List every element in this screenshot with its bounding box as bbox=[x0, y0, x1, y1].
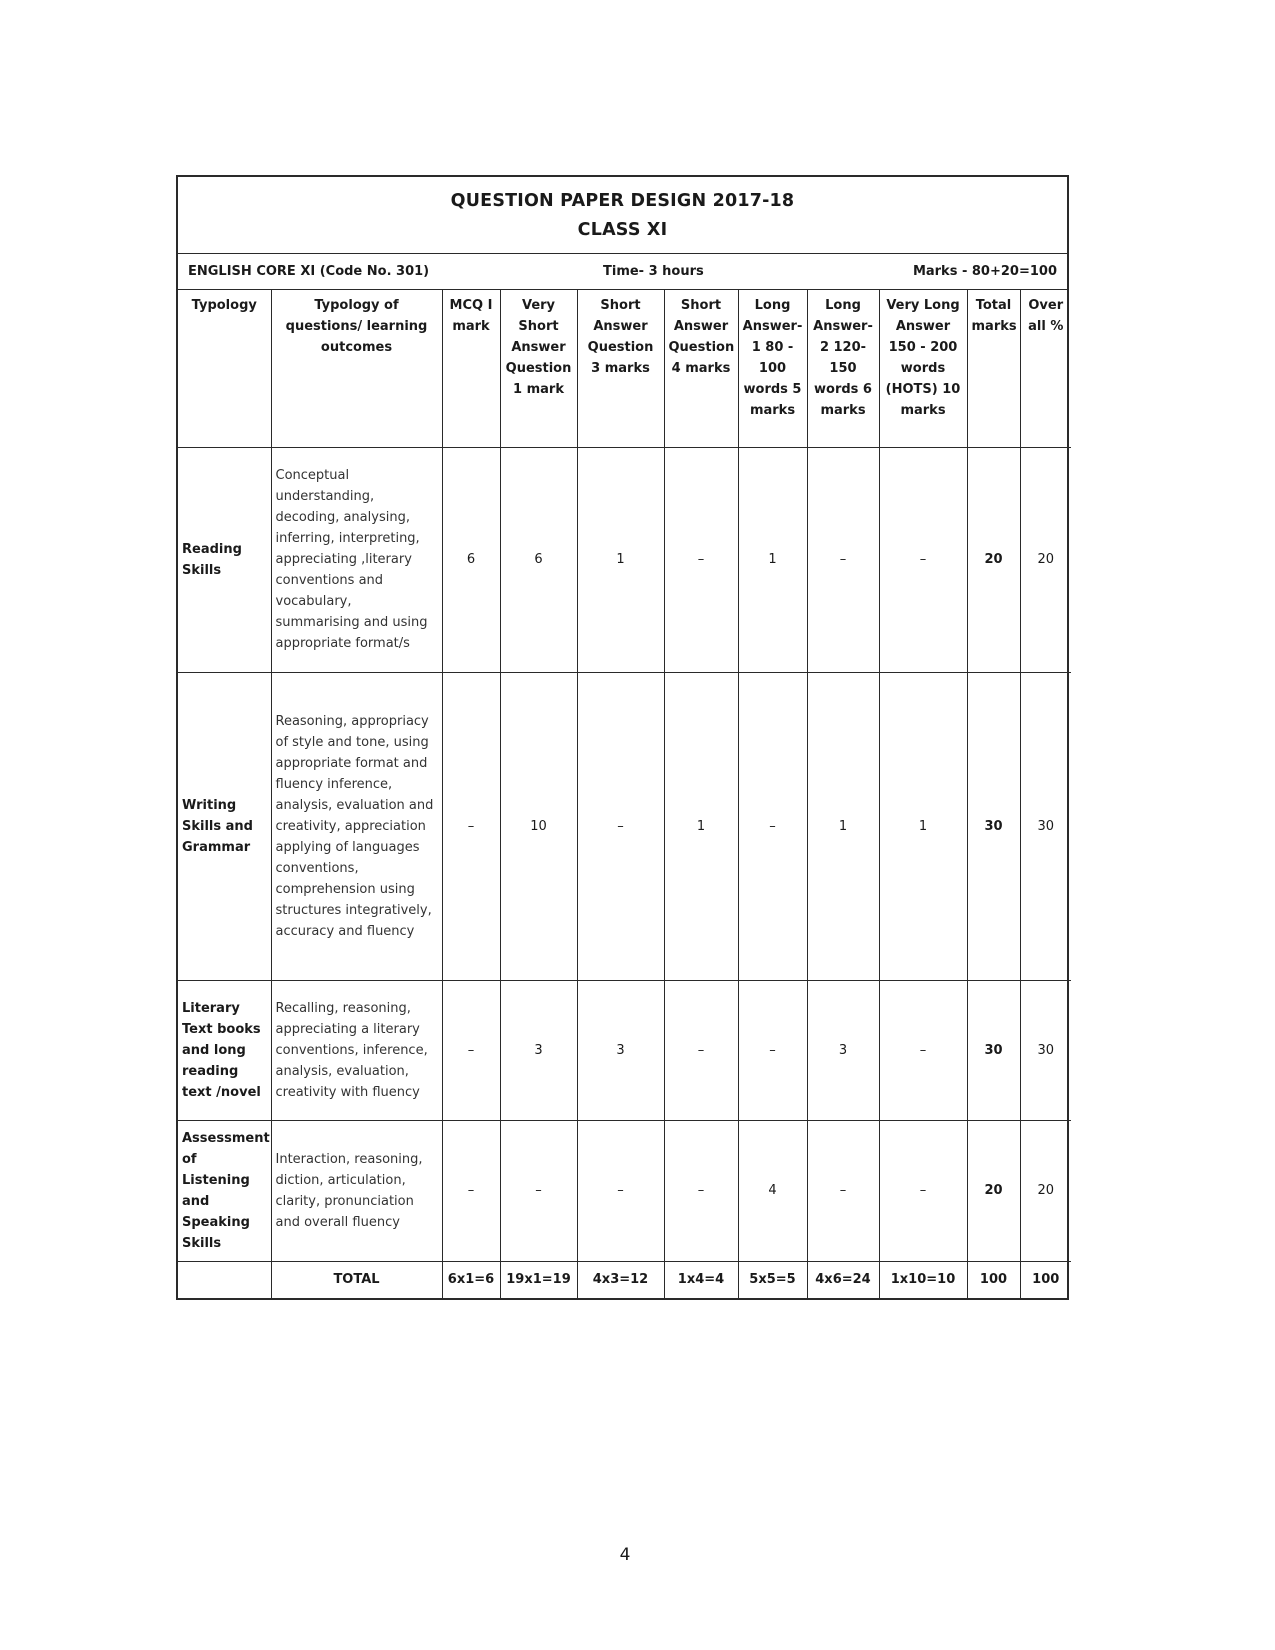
total-sa3-cell: 4x3=12 bbox=[577, 1261, 664, 1298]
subject-code: ENGLISH CORE XI (Code No. 301) bbox=[188, 264, 430, 279]
sa3-cell: 3 bbox=[577, 980, 664, 1120]
outcomes-cell: Recalling, reasoning, appreciating a literary conventions, inference, analysis, evaluation, creativity with fluency bbox=[271, 980, 442, 1120]
document-title: QUESTION PAPER DESIGN 2017-18 bbox=[450, 190, 795, 211]
vla-cell: 1 bbox=[879, 672, 967, 980]
total-marks-cell: 30 bbox=[967, 980, 1020, 1120]
mcq-cell: – bbox=[442, 980, 500, 1120]
la2-cell: – bbox=[807, 1120, 879, 1261]
la1-cell: – bbox=[738, 672, 807, 980]
marks-total: Marks - 80+20=100 bbox=[912, 264, 1057, 279]
header-cell: Short Answer Question 4 marks bbox=[664, 290, 738, 447]
typology-cell: Writing Skills and Grammar bbox=[178, 672, 271, 980]
overall-percent-cell: 20 bbox=[1020, 447, 1071, 672]
vsa-cell: 3 bbox=[500, 980, 577, 1120]
header-cell: Total marks bbox=[967, 290, 1020, 447]
total-blank-cell bbox=[178, 1261, 271, 1298]
grand-total-cell: 100 bbox=[967, 1261, 1020, 1298]
total-vsa-cell: 19x1=19 bbox=[500, 1261, 577, 1298]
typology-cell: Reading Skills bbox=[178, 447, 271, 672]
vla-cell: – bbox=[879, 1120, 967, 1261]
la1-cell: 1 bbox=[738, 447, 807, 672]
mcq-cell: – bbox=[442, 672, 500, 980]
title-block bbox=[178, 177, 1067, 254]
mcq-cell: 6 bbox=[442, 447, 500, 672]
vsa-cell: 10 bbox=[500, 672, 577, 980]
info-row bbox=[178, 254, 1067, 290]
time-duration: Time- 3 hours bbox=[603, 264, 704, 279]
header-cell: Very Short Answer Question 1 mark bbox=[500, 290, 577, 447]
class-label: CLASS XI bbox=[577, 219, 668, 240]
header-cell: Over all % bbox=[1020, 290, 1071, 447]
total-marks-cell: 30 bbox=[967, 672, 1020, 980]
outcomes-cell: Interaction, reasoning, diction, articulation, clarity, pronunciation and overall fluency bbox=[271, 1120, 442, 1261]
la1-cell: – bbox=[738, 980, 807, 1120]
typology-cell: Literary Text books and long reading text /novel bbox=[178, 980, 271, 1120]
sa3-cell: – bbox=[577, 1120, 664, 1261]
la2-cell: 1 bbox=[807, 672, 879, 980]
vsa-cell: 6 bbox=[500, 447, 577, 672]
header-row bbox=[178, 290, 1071, 447]
total-marks-cell: 20 bbox=[967, 447, 1020, 672]
question-paper-design-table bbox=[176, 175, 1069, 1300]
overall-percent-cell: 30 bbox=[1020, 672, 1071, 980]
sa3-cell: – bbox=[577, 672, 664, 980]
grand-overall-cell: 100 bbox=[1020, 1261, 1071, 1298]
page-number: 4 bbox=[619, 1545, 631, 1565]
table-row bbox=[178, 1120, 1071, 1261]
header-cell: Long Answer- 1 80 - 100 words 5 marks bbox=[738, 290, 807, 447]
la2-cell: – bbox=[807, 447, 879, 672]
vsa-cell: – bbox=[500, 1120, 577, 1261]
overall-percent-cell: 30 bbox=[1020, 980, 1071, 1120]
total-mcq-cell: 6x1=6 bbox=[442, 1261, 500, 1298]
vla-cell: – bbox=[879, 980, 967, 1120]
vla-cell: – bbox=[879, 447, 967, 672]
total-marks-cell: 20 bbox=[967, 1120, 1020, 1261]
total-la2-cell: 4x6=24 bbox=[807, 1261, 879, 1298]
sa4-cell: – bbox=[664, 980, 738, 1120]
outcomes-cell: Conceptual understanding, decoding, analysing, inferring, interpreting, appreciating ,literary conventions and vocabulary, summarising and using appropriate format/s bbox=[271, 447, 442, 672]
header-cell: Long Answer- 2 120-150 words 6 marks bbox=[807, 290, 879, 447]
marks-table bbox=[178, 290, 1071, 1298]
header-cell: Typology bbox=[178, 290, 271, 447]
la2-cell: 3 bbox=[807, 980, 879, 1120]
typology-cell: Assessment of Listening and Speaking Skills bbox=[178, 1120, 271, 1261]
table-row bbox=[178, 672, 1071, 980]
total-label: TOTAL bbox=[271, 1261, 442, 1298]
header-cell: MCQ I mark bbox=[442, 290, 500, 447]
total-la1-cell: 5x5=5 bbox=[738, 1261, 807, 1298]
header-cell: Very Long Answer 150 - 200 words (HOTS) 10 marks bbox=[879, 290, 967, 447]
header-cell: Short Answer Question 3 marks bbox=[577, 290, 664, 447]
total-vla-cell: 1x10=10 bbox=[879, 1261, 967, 1298]
outcomes-cell: Reasoning, appropriacy of style and tone, using appropriate format and fluency inference, analysis, evaluation and creativity, appreciation applying of languages conventions, comprehension using structures integratively, accuracy and fluency bbox=[271, 672, 442, 980]
table-row bbox=[178, 980, 1071, 1120]
mcq-cell: – bbox=[442, 1120, 500, 1261]
sa4-cell: – bbox=[664, 447, 738, 672]
la1-cell: 4 bbox=[738, 1120, 807, 1261]
sa3-cell: 1 bbox=[577, 447, 664, 672]
table-row bbox=[178, 447, 1071, 672]
sa4-cell: – bbox=[664, 1120, 738, 1261]
total-row bbox=[178, 1261, 1071, 1298]
sa4-cell: 1 bbox=[664, 672, 738, 980]
overall-percent-cell: 20 bbox=[1020, 1120, 1071, 1261]
total-sa4-cell: 1x4=4 bbox=[664, 1261, 738, 1298]
header-cell: Typology of questions/ learning outcomes bbox=[271, 290, 442, 447]
